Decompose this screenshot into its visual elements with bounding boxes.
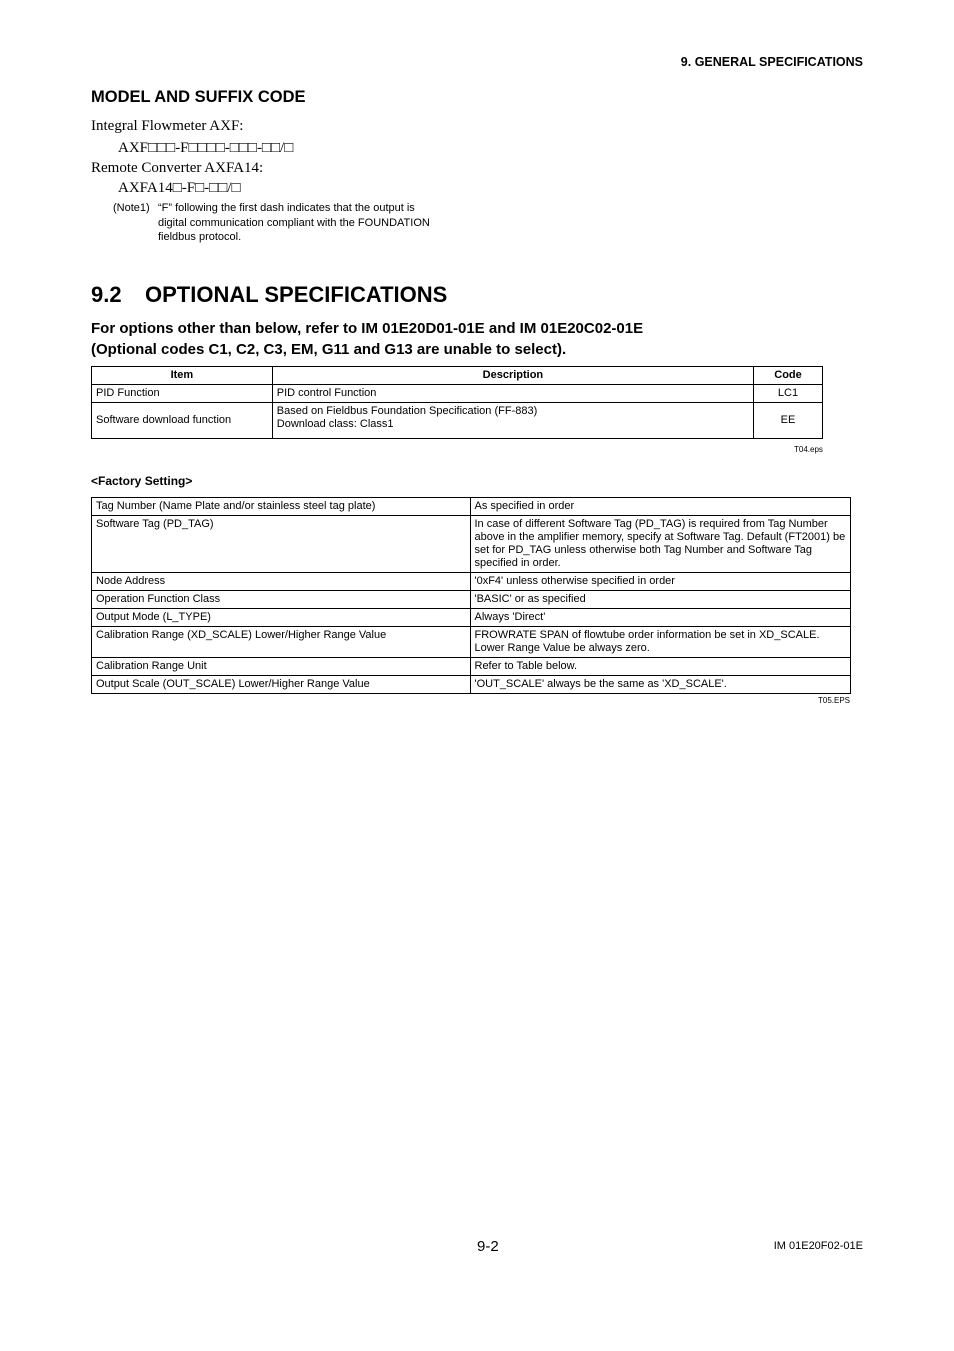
integral-flowmeter-label: Integral Flowmeter AXF: — [91, 118, 244, 134]
remote-converter-label: Remote Converter AXFA14: — [91, 160, 264, 176]
description-line: Download class: Class1 — [276, 418, 394, 430]
code-cell: EE — [754, 403, 823, 439]
table-row — [92, 403, 823, 439]
model-suffix-heading: MODEL AND SUFFIX CODE — [91, 88, 306, 106]
setting-item: Node Address — [92, 573, 471, 591]
table-row — [92, 658, 851, 676]
lead-line: For options other than below, refer to IM 01E20D01-01E and IM 01E20C02-01E — [91, 320, 644, 337]
table-row — [92, 385, 823, 403]
document-id: IM 01E20F02-01E — [773, 1240, 863, 1252]
description-cell: PID control Function — [272, 385, 753, 403]
setting-item: Operation Function Class — [92, 591, 471, 609]
lead-line: (Optional codes C1, C2, C3, EM, G11 and G13 are unable to select). — [91, 341, 567, 358]
note-line: digital communication compliant with the FOUNDATION — [158, 216, 430, 229]
setting-value: In case of different Software Tag (PD_TAG) is required from Tag Number above in the amplifier memory, specify at Software Tag. Default (FT2001) be set for PD_TAG unless otherwise both Tag Number and Software Tag specified in order. — [470, 516, 851, 573]
table-row — [92, 676, 851, 694]
table-row — [92, 516, 851, 573]
setting-item: Output Scale (OUT_SCALE) Lower/Higher Range Value — [92, 676, 471, 694]
figure-id: T04.eps — [794, 445, 823, 454]
section-title — [91, 282, 447, 308]
table-row — [92, 498, 851, 516]
description-cell — [272, 403, 753, 439]
code-cell: LC1 — [754, 385, 823, 403]
setting-value: '0xF4' unless otherwise specified in order — [470, 573, 851, 591]
page-number: 9-2 — [477, 1238, 499, 1255]
table-header-row — [92, 367, 823, 385]
running-head: 9. GENERAL SPECIFICATIONS — [680, 55, 863, 69]
remote-converter-code: AXFA14□-F□-□□/□ — [118, 180, 241, 196]
setting-item: Calibration Range (XD_SCALE) Lower/Higher Range Value — [92, 627, 471, 658]
note-line: “F” following the first dash indicates that the output is — [158, 202, 415, 214]
column-header-code: Code — [754, 367, 823, 385]
setting-value: 'BASIC' or as specified — [470, 591, 851, 609]
setting-value: 'OUT_SCALE' always be the same as 'XD_SCALE'. — [470, 676, 851, 694]
item-cell: Software download function — [92, 403, 273, 439]
figure-id: T05.EPS — [818, 696, 851, 705]
setting-item: Tag Number (Name Plate and/or stainless steel tag plate) — [92, 498, 471, 516]
table-row — [92, 627, 851, 658]
column-header-description: Description — [272, 367, 753, 385]
setting-item: Output Mode (L_TYPE) — [92, 609, 471, 627]
setting-item: Software Tag (PD_TAG) — [92, 516, 471, 573]
table-row — [92, 573, 851, 591]
setting-value: As specified in order — [470, 498, 851, 516]
setting-value: FROWRATE SPAN of flowtube order information be set in XD_SCALE. Lower Range Value be always zero. — [470, 627, 851, 658]
section-number: 9.2 — [91, 282, 122, 307]
setting-value: Refer to Table below. — [470, 658, 851, 676]
table-row — [92, 609, 851, 627]
lead-text — [91, 318, 643, 360]
integral-flowmeter-code: AXF□□□-F□□□□-□□□-□□/□ — [118, 140, 294, 156]
table-row — [92, 591, 851, 609]
factory-setting-heading: <Factory Setting> — [91, 474, 193, 488]
note-label: (Note1) — [113, 202, 150, 214]
item-cell: PID Function — [92, 385, 273, 403]
note-line: fieldbus protocol. — [158, 231, 242, 243]
factory-setting-table — [91, 497, 851, 694]
section-title-text: OPTIONAL SPECIFICATIONS — [145, 282, 448, 307]
setting-item: Calibration Range Unit — [92, 658, 471, 676]
description-line: Based on Fieldbus Foundation Specification (FF-883) — [276, 405, 538, 417]
optional-specs-table — [91, 366, 823, 439]
column-header-item: Item — [92, 367, 273, 385]
note1 — [113, 201, 458, 245]
setting-value: Always 'Direct' — [470, 609, 851, 627]
